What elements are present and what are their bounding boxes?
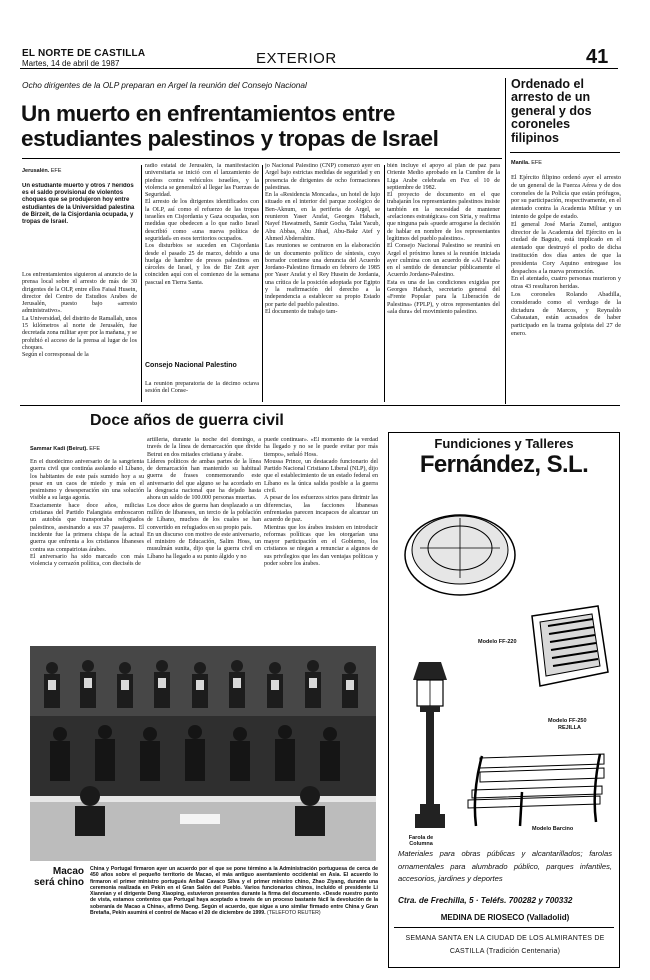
main-headline-rule xyxy=(22,158,502,159)
ceremony-photo-icon xyxy=(30,646,376,861)
lebanon-col1: En el duodécimo aniversario de la sangrienta guerra civil que continúa asolando el Líbano, los habitantes de este país sumido hoy a su pesar en un caos de miedo y más en el pesimismo y desesperación sin una solución visible a su larga agonía. Exactamente hace doce años, milicias cristianas del Partido Falangista emboscaron un autobús que transportaba refugiados palestinos, asesinando a sus 37 pasajeros. El incidente fue la primera chispa de la actual guerra que enfrenta a los cristianos libaneses contra sus compatriotas árabes. El aniversario ha sido marcado con más violencia y cerrazón política, con dieciséis de xyxy=(30,459,144,568)
main-subhead: Consejo Nacional Palestino xyxy=(145,362,237,369)
lamp-label: Farola de Columna xyxy=(408,835,434,848)
side-headline: Ordenado el arresto de un general y dos coroneles filipinos xyxy=(511,77,592,145)
col-divider xyxy=(505,78,506,404)
main-dateline: Jerusalén. xyxy=(22,168,50,174)
main-col4: bién incluye el apoyo al plan de paz para Oriente Medio aprobado en la Cumbre de la Liga Arabe celebrada en Fez el 10 de septiembre de 1982. El proyecto de documento en el que trabajarán los representantes palestinos insiste también en la necesidad de mantener «relaciones estratégicas» con Siria, y reafirma que ninguna país «puede arrogarse la decisión de hablar en nombre de los representantes legítimos del pueblo palestino». El Consejo Nacional Palestino se reunirá en Argel el próximo lunes si la reunión iniciada ayer culmina con un acuerdo de «Al Fatah» en el sentido de denunciar públicamente el Acuerdo Jordano-Palestino. Esta es una de las condiciones exigidas por Georges Habach, secretario general del «Frente Popular para la Liberación de Palestina» (FPLP), y otros representantes del «ala dura» del movimiento palestino. xyxy=(387,163,500,315)
advert-event: SEMANA SANTA EN LA CIUDAD DE LOS ALMIRANTES DE CASTILLA (Tradición Centenaria) xyxy=(405,935,605,955)
bench-label: Modelo Barcino xyxy=(532,826,574,832)
col-divider xyxy=(141,165,142,402)
caption-text: China y Portugal firmaron ayer un acuerdo por el que se pone término a la Administración portuguesa de cerca de 450 años sobre el pequeño territorio de Macao, el más antiguo asentamiento occidental en Asia. El acuerdo lo firmaron el primer ministro portugués Aníbal Cavaco Silva y el primer ministro chino, Zhao Ziyang, durante una ceremonia realizada en Pekín en el Gran Salón del Pueblo. Varios funcionarios chinos, incluido el presidente Li Xiannian y el dirigente Deng Xiaoping, estuvieron presentes durante la firma del documento. «Desde nuestro punto de vista, estamos contentos que Portugal haya aceptado a través de un proceso bastante fácil la devolución de la soberanía de Macao a China», afirmó Deng. Según el acuerdo, que sigue a uno similar firmado entre China y Gran Bretaña, Pekín asumirá el control de Macao el 20 de diciembre de 1999. xyxy=(90,866,378,917)
advert-city: MEDINA DE RIOSECO (Valladolid) xyxy=(440,913,570,922)
main-lead: Un estudiante muerto y otros 7 heridos es el saldo provisional de violentos choques que se produjeron hoy entre estudiantes de la Universidad palestina de Birzeit, de la Cisjordania ocupada, y tropas de Israel. xyxy=(22,183,135,226)
main-agency: EFE xyxy=(50,168,62,174)
main-col1: Los enfrentamientos siguieron al anuncio de la prensa local sobre el arresto de más de 30 dirigentes de la OLP, entre ellos Faisal Husein, director del Centro de Estudios Arabes de Jerusalén, puesto bajo «arresto administrativo». La Universidad, del distrito de Ramallah, unos 15 kilómetros al norte de Jerusalén, fue decretada zona militar ayer por la mañana, y se prohibió el acceso de la prensa al lugar de los choques. Según el corresponsal de la xyxy=(22,272,137,359)
macao-photo xyxy=(30,646,376,861)
lebanon-dateline: Sammar Kadi (Beirut). xyxy=(30,446,88,452)
page-number: 41 xyxy=(586,46,609,68)
newspaper-name: EL NORTE DE CASTILLA xyxy=(22,48,146,59)
street-lamp-icon xyxy=(405,660,455,832)
side-headline-rule xyxy=(510,152,620,153)
col-divider xyxy=(384,165,385,402)
caption-title: Macao será chino xyxy=(33,866,84,888)
issue-date: Martes, 14 de abril de 1987 xyxy=(22,59,120,68)
advert-brand: Fernández, S.L. xyxy=(419,451,589,478)
lebanon-headline: Doce años de guerra civil xyxy=(90,412,284,429)
side-dateline: Manila. xyxy=(511,160,530,166)
main-col3: jo Nacional Palestino (CNP) comenzó ayer en Argel bajo estrictas medidas de seguridad y en presencia de dirigentes de ocho formaciones palestinas. En la «Residencia Moncada», un hotel de lujo situado en el interior del parque zoológico de Ben-Aknum, en la periferia de Argel, se reunieron Yaser Arafat, Georges Habach, Nayef Hawatmeth, Samir Gocha, Talat Yacub, Abu Abbas, Abu Jihad, Abu-Bakr Atef y Ahmed Abderrahim. Las reuniones se centraron en la elaboración de un documento político de síntesis, cuyo borrador contiene una denuncia del Acuerdo Jordano-Palestino firmado en febrero de 1985 por Yaser Arafat y el Rey Husein de Jordania, una crítica de la posición adoptada por Egipto y la reafirmación del derecho a la independencia a establecer su propio Estado por parte del pueblo palestino. El documento de trabajo tam- xyxy=(265,163,380,315)
section-title: EXTERIOR xyxy=(256,50,337,67)
lebanon-col2: artillería, durante la noche del domingo, a través de la línea de demarcación que divide Beirut en dos mitades cristiana y árabe. Líderes políticos de ambas partes de la línea de demarcación han mantenido su habitual guerra de frases conmemorando este aniversario del que alguno se ha acordado en la desgracia nacional que ha dejado hasta ahora un saldo de 100.000 personas muertas. Los doce años de guerra han desplazado a un millón de libaneses, un tercio de la población de Líbano, muchos de los cuales se han convertido en refugiados en su propio país. En un discurso con motivo de este aniversario, el ministro de Educación, Salim Hoss, un musulmán sunita, dijo que la guerra civil en Líbano ha llegado a su punto álgido y no xyxy=(147,437,261,560)
drain-grate-icon xyxy=(528,602,612,692)
main-headline: Un muerto en enfrentamientos entre estudiantes palestinos y tropas de Israel xyxy=(21,101,439,151)
lebanon-col3: puede continuar». «El momento de la verdad ha llegado y no se le puede evitar por más tiempo», señaló Hoss. Moussa Prince, un destacado funcionario del Partido Nacional Cristiano Liberal (NLP), dijo que el establecimiento de un estado federal en Líbano es la única salida posible a la guerra civil. A pesar de los esfuerzos sirios para dirimir las diferencias, las facciones libanesas enfrentadas parecen incapaces de alcanzar un acuerdo de paz. Mientras que los árabes insisten en introducir reformas políticas que les otorgarían una mayor participación en el Gobierno, los cristianos se niegan a renunciar a algunos de sus privilegios que les dan ventajas políticas y poder sobre los árabes. xyxy=(264,437,378,568)
lebanon-byline xyxy=(30,446,145,452)
advert-rule xyxy=(394,927,614,928)
advert-line1: Fundiciones y Talleres xyxy=(434,436,574,451)
model-ff250-label: Modelo FF-250 xyxy=(548,718,587,724)
lebanon-agency: EFE xyxy=(89,446,100,452)
main-col2: radio estatal de Jerusalén, la manifestación universitaria se inició con el lanzamiento de piedras contra vehículos israelíes, y la violencia se generalizó al llegar las Fuerzas de Seguridad. El arresto de los dirigentes identificados con la OLP, así como el refuerzo de las tropas israelíes en Cisjordania y Gaza ocupadas, son medidas que obedecen a lo que radio Israel describió como «una nueva política de seguridad» en esos territorios ocupados. Los disturbios se suceden en Cisjordania desde el pasado 25 de marzo, debido a una huelga de hambre de presos palestinos en cárceles de Israel, y los de Bir Zeit ayer coinciden aquí con el comienzo de la semana pascual en Tierra Santa. xyxy=(145,163,259,286)
caption-credit: (TELEFOTO REUTER) xyxy=(267,910,321,917)
side-byline xyxy=(511,160,621,166)
main-col2b: La reunión preparatoria de la décimo octava sesión del Conse- xyxy=(145,381,259,395)
manhole-cover-icon xyxy=(400,490,520,610)
side-agency: EFE xyxy=(531,160,542,166)
park-bench-icon xyxy=(462,752,612,830)
model-ff220-label: Modelo FF-220 xyxy=(478,639,517,645)
advert-address: Ctra. de Frechilla, 5 · Teléfs. 700282 y 700332 xyxy=(398,896,573,905)
side-body: El Ejército filipino ordenó ayer el arresto de un general de la Fuerza Aérea y de dos coroneles de la Policía que están prófugos, por su participación, respectivamente, en el atentado contra la Academia Militar y un intento de golpe de estado. El general José María Zumel, antiguo director de la Academia del Ejército en la ciudad de Baguio, está implicado en el atentado que destruyó el podio de dicha institución dos días antes de que la presidenta Cory Aquino entregase los despachos a la nueva promoción. En el atentado, cuatro personas murieron y otras 43 resultaron heridas. Los coroneles Rolando Abadilla, considerado como el verdugo de la dictadura de Marcos, y Reynaldo Cabauatan, están acusados de haber participado en la trama golpista del 27 de enero. xyxy=(511,174,621,337)
col-divider xyxy=(262,165,263,402)
advert-tagline: Materiales para obras públicas y alcantarillados; farolas ornamentales para alumbrado público, parques infantiles, accesorios, jardines y deportes xyxy=(398,849,612,883)
main-byline xyxy=(22,168,137,174)
model-ff250-sublabel: REJILLA xyxy=(558,725,581,731)
section-rule xyxy=(20,405,620,406)
caption-body xyxy=(90,866,378,966)
masthead-rule xyxy=(20,68,618,69)
main-kicker: Ocho dirigentes de la OLP preparan en Argel la reunión del Consejo Nacional xyxy=(22,80,307,90)
